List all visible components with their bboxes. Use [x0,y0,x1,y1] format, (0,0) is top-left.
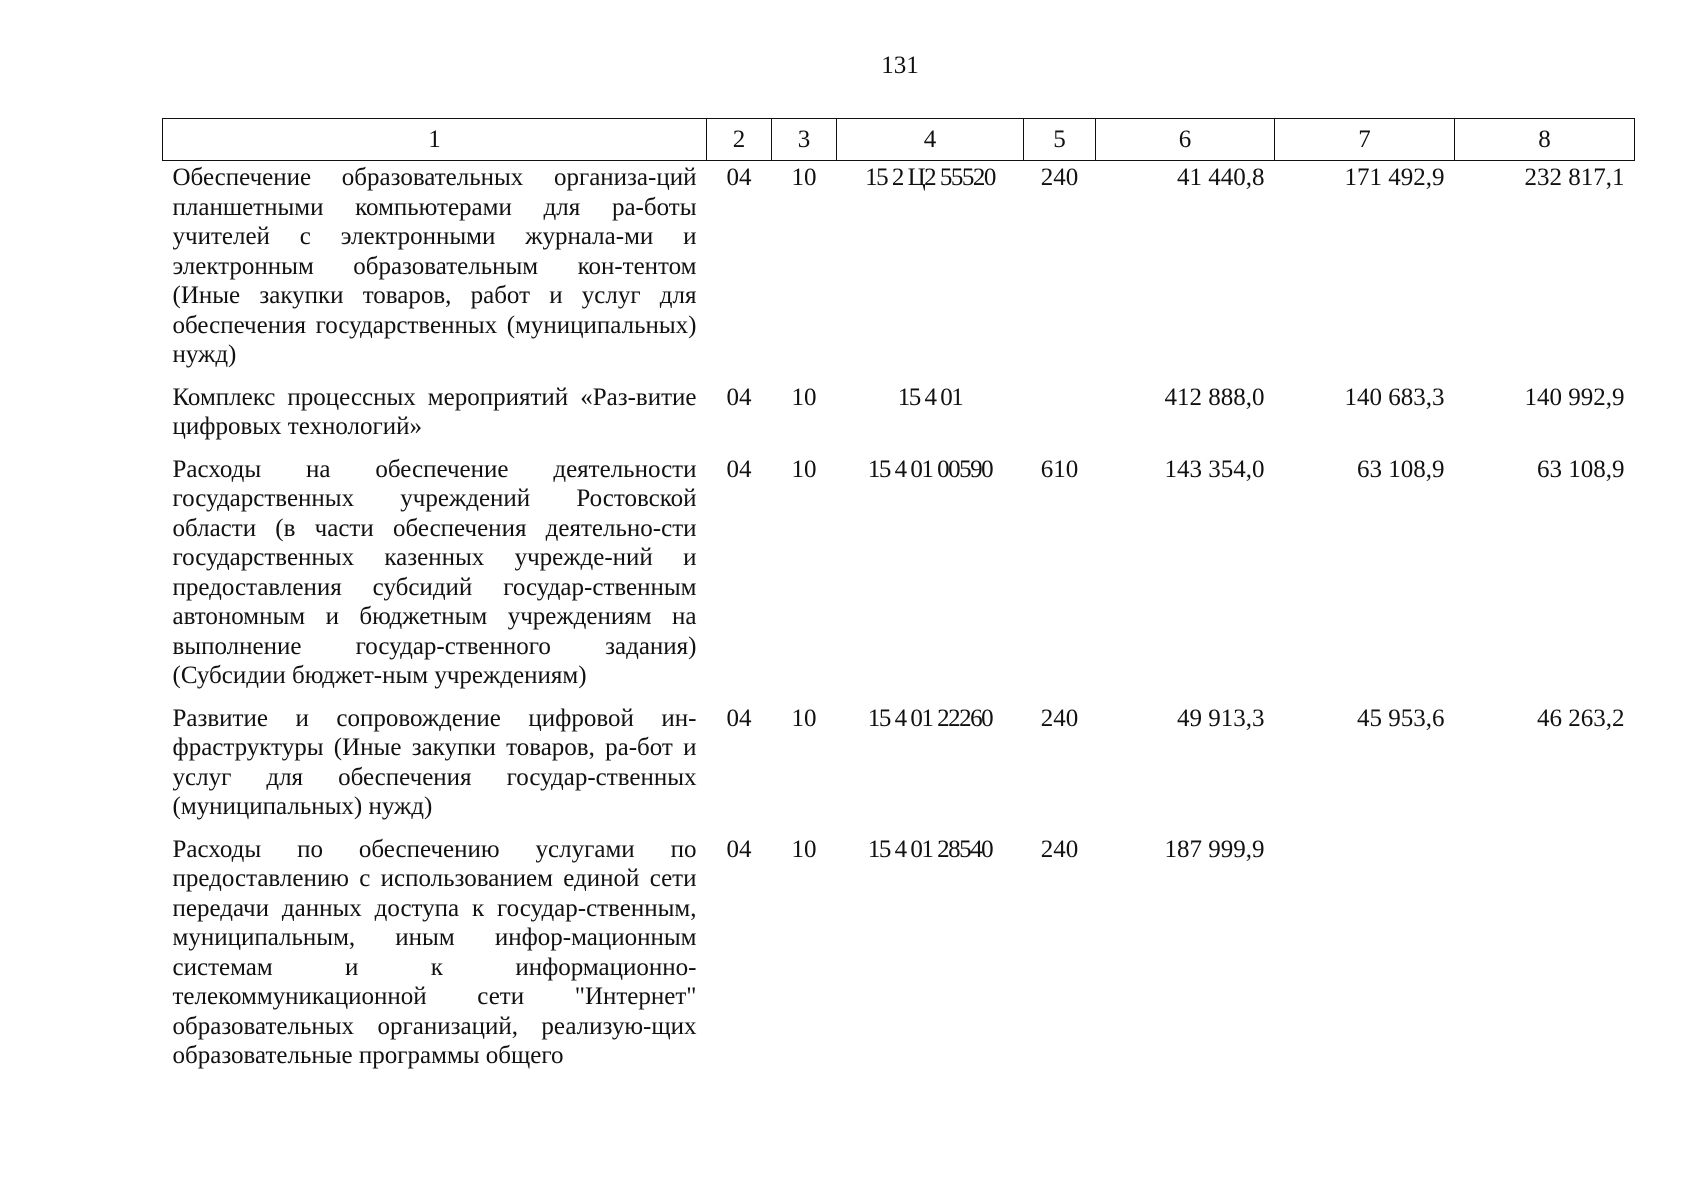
row-vid-raskhodov: 240 [1040,164,1079,191]
row-description: Расходы на обеспечение деятельности государственных учреждений Ростовской области (в части обеспечения деятельно-сти государственных казенных учрежде-ний и предоставления субсидий государ-ственным автономным и бюджетным учреждениям на выполнение государ-ственного задания) (Субсидии бюджет-ным учреждениям) [172,455,697,689]
row-sum-3: 46 263,2 [1537,704,1625,732]
row-sum-3: 140 992,9 [1524,383,1625,411]
table-body [163,161,1635,1082]
row-description: Расходы по обеспечению услугами по предоставлению с использованием единой сети передачи данных доступа к государ-ственным, муниципальным, иным инфор-мационным системам и к информационно-телекоммуникационной сети "Интернет" образовательных организаций, реализую-щих образовательные программы общего [172,835,697,1069]
row-sum-1: 412 888,0 [1164,383,1265,411]
row-sum-3: 63 108,9 [1537,455,1625,483]
row-tselevaya-statya: 15 4 01 22260 [867,704,993,732]
row-sum-2: 140 683,3 [1344,383,1445,411]
row-vid-raskhodov: 240 [1040,704,1079,732]
table-row [163,453,1635,702]
row-sum-1: 49 913,3 [1177,704,1265,732]
row-tselevaya-statya: 15 4 01 00590 [867,455,993,483]
row-podrazdel: 10 [791,835,817,863]
table-header [163,119,1635,161]
header-row [163,119,1635,161]
column-header-5: 5 [1024,119,1096,161]
row-description: Комплекс процессных мероприятий «Раз-витие цифровых технологий» [172,383,697,440]
row-sum-2: 63 108,9 [1357,455,1445,483]
row-podrazdel: 10 [791,383,817,411]
table-row [163,381,1635,453]
table-row [163,161,1635,381]
row-sum-1: 41 440,8 [1177,164,1265,191]
column-header-7: 7 [1275,119,1455,161]
row-sum-2: 171 492,9 [1344,164,1445,191]
row-razdel: 04 [726,383,752,411]
column-header-8: 8 [1455,119,1635,161]
table-row [163,833,1635,1082]
row-podrazdel: 10 [791,704,817,732]
row-razdel: 04 [726,164,752,191]
row-tselevaya-statya: 15 4 01 28540 [867,835,993,863]
table-row [163,702,1635,833]
row-sum-1: 143 354,0 [1164,455,1265,483]
row-sum-3 [1455,833,1635,1082]
column-header-1: 1 [163,119,707,161]
row-sum-1: 187 999,9 [1164,835,1265,863]
row-vid-raskhodov: 240 [1040,835,1079,863]
row-sum-2: 45 953,6 [1357,704,1445,732]
row-sum-2 [1275,833,1455,1082]
column-header-6: 6 [1096,119,1275,161]
row-tselevaya-statya: 15 4 01 [897,383,963,411]
column-header-3: 3 [772,119,837,161]
column-header-2: 2 [707,119,772,161]
row-razdel: 04 [726,704,752,732]
page-number: 131 [881,52,919,79]
row-sum-3: 232 817,1 [1524,164,1625,191]
budget-table [162,118,1635,1082]
row-vid-raskhodov [1024,381,1096,453]
row-podrazdel: 10 [791,164,817,191]
row-razdel: 04 [726,455,752,483]
row-description: Развитие и сопровождение цифровой ин-фраструктуры (Иные закупки товаров, ра-бот и услуг для обеспечения государ-ственных (муниципальных) нужд) [172,704,697,820]
row-razdel: 04 [726,835,752,863]
row-podrazdel: 10 [791,455,817,483]
row-vid-raskhodov: 610 [1040,455,1079,483]
row-description: Обеспечение образовательных организа-ций планшетными компьютерами для ра-боты учителей с электронными журнала-ми и электронным образовательным кон-тентом (Иные закупки товаров, работ и услуг для обеспечения государственных (муниципальных) нужд) [172,164,697,368]
column-header-4: 4 [837,119,1024,161]
row-tselevaya-statya: 15 2 Ц2 55520 [865,164,995,191]
